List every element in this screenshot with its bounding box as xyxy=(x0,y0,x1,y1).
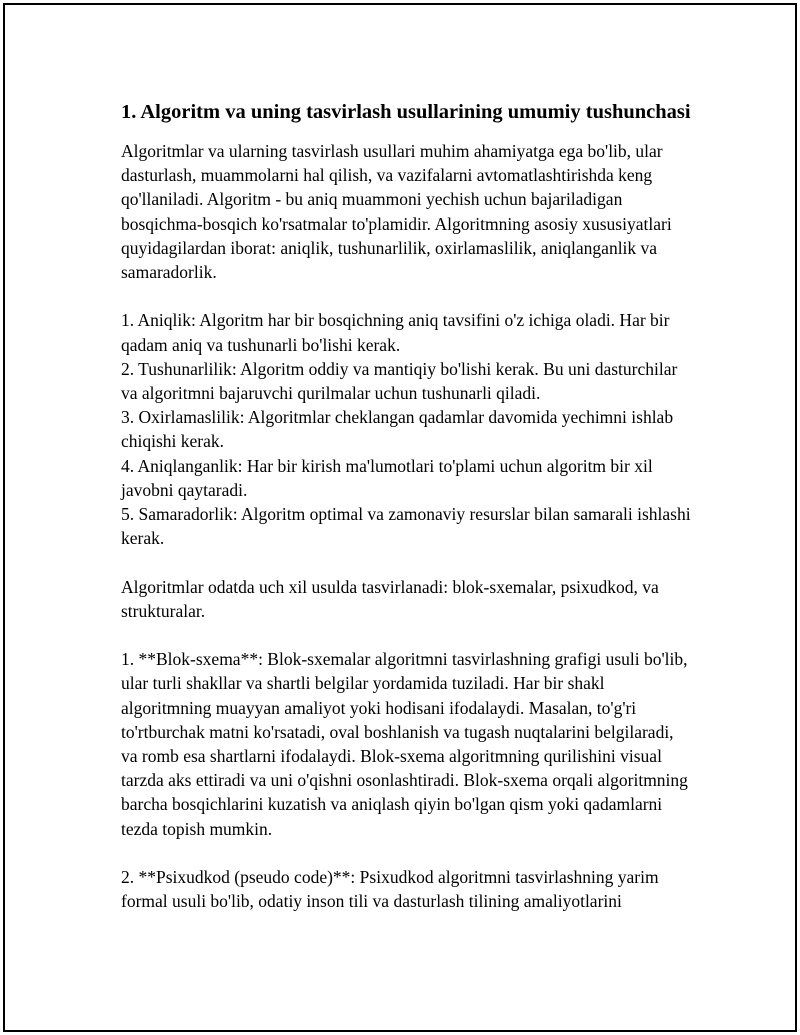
paragraph-gap xyxy=(121,284,691,308)
document-content xyxy=(121,99,691,913)
paragraph-gap xyxy=(121,841,691,865)
property-aniqlik: 1. Aniqlik: Algoritm har bir bosqichning aniq tavsifini o'z ichiga oladi. Har bir qadam aniq va tushunarli bo'lishi kerak. xyxy=(121,310,670,355)
property-aniqlanganlik: 4. Aniqlanganlik: Har bir kirish ma'lumotlari to'plami uchun algoritm bir xil javobni qaytaradi. xyxy=(121,455,653,500)
methods-intro-paragraph: Algoritmlar odatda uch xil usulda tasvirlanadi: blok-sxemalar, psixudkod, va strukturalar. xyxy=(121,576,659,621)
property-samaradorlik: 5. Samaradorlik: Algoritm optimal va zamonaviy resurslar bilan samarali ishlashi kerak. xyxy=(121,504,691,549)
method-blok-sxema-paragraph: 1. **Blok-sxema**: Blok-sxemalar algoritmni tasvirlashning grafigi usuli bo'lib, ular turli shakllar va shartli belgilar yordamida tuziladi. Har bir shakl algoritmning muayyan amaliyot yoki hodisani ifodalaydi. Masalan, to'g'ri to'rtburchak matni ko'rsatadi, oval boshlanish va tugash nuqtalarini belgilaradi, va romb esa shartlarni ifodalaydi. Blok-sxema algoritmning qurilishini visual tarzda aks ettiradi va uni o'qishni osonlashtiradi. Blok-sxema orqali algoritmning barcha bosqichlarini kuzatish va aniqlash qiyin bo'lgan qism yoki qadamlarni tezda topish mumkin. xyxy=(121,649,688,839)
intro-paragraph: Algoritmlar va ularning tasvirlash usullari muhim ahamiyatga ega bo'lib, ular dasturlash, muammolarni hal qilish, va vazifalarni avtomatlashtirishda keng qo'llaniladi. Algoritm - bu aniq muammoni yechish uchun bajariladigan bosqichma-bosqich ko'rsatmalar to'plamidir. Algoritmning asosiy xususiyatlari quyidagilardan iborat: aniqlik, tushunarlilik, oxirlamaslilik, aniqlanganlik va samaradorlik. xyxy=(121,141,672,283)
method-psixudkod-paragraph: 2. **Psixudkod (pseudo code)**: Psixudkod algoritmni tasvirlashning yarim formal usuli bo'lib, odatiy inson tili va dasturlash tilining amaliyotlarini xyxy=(121,867,659,912)
paragraph-gap xyxy=(121,623,691,647)
property-tushunarlilik: 2. Tushunarlilik: Algoritm oddiy va mantiqiy bo'lishi kerak. Bu uni dasturchilar va algoritmni bajaruvchi qurilmalar uchun tushunarli qiladi. xyxy=(121,358,678,404)
section-title: 1. Algoritm va uning tasvirlash usullarining umumiy tushunchasi xyxy=(121,101,691,123)
document-page xyxy=(3,3,797,1032)
property-oxirlamaslilik: 3. Oxirlamaslilik: Algoritmlar cheklangan qadamlar davomida yechimni ishlab chiqishi kerak. xyxy=(121,407,674,452)
paragraph-gap xyxy=(121,550,691,574)
